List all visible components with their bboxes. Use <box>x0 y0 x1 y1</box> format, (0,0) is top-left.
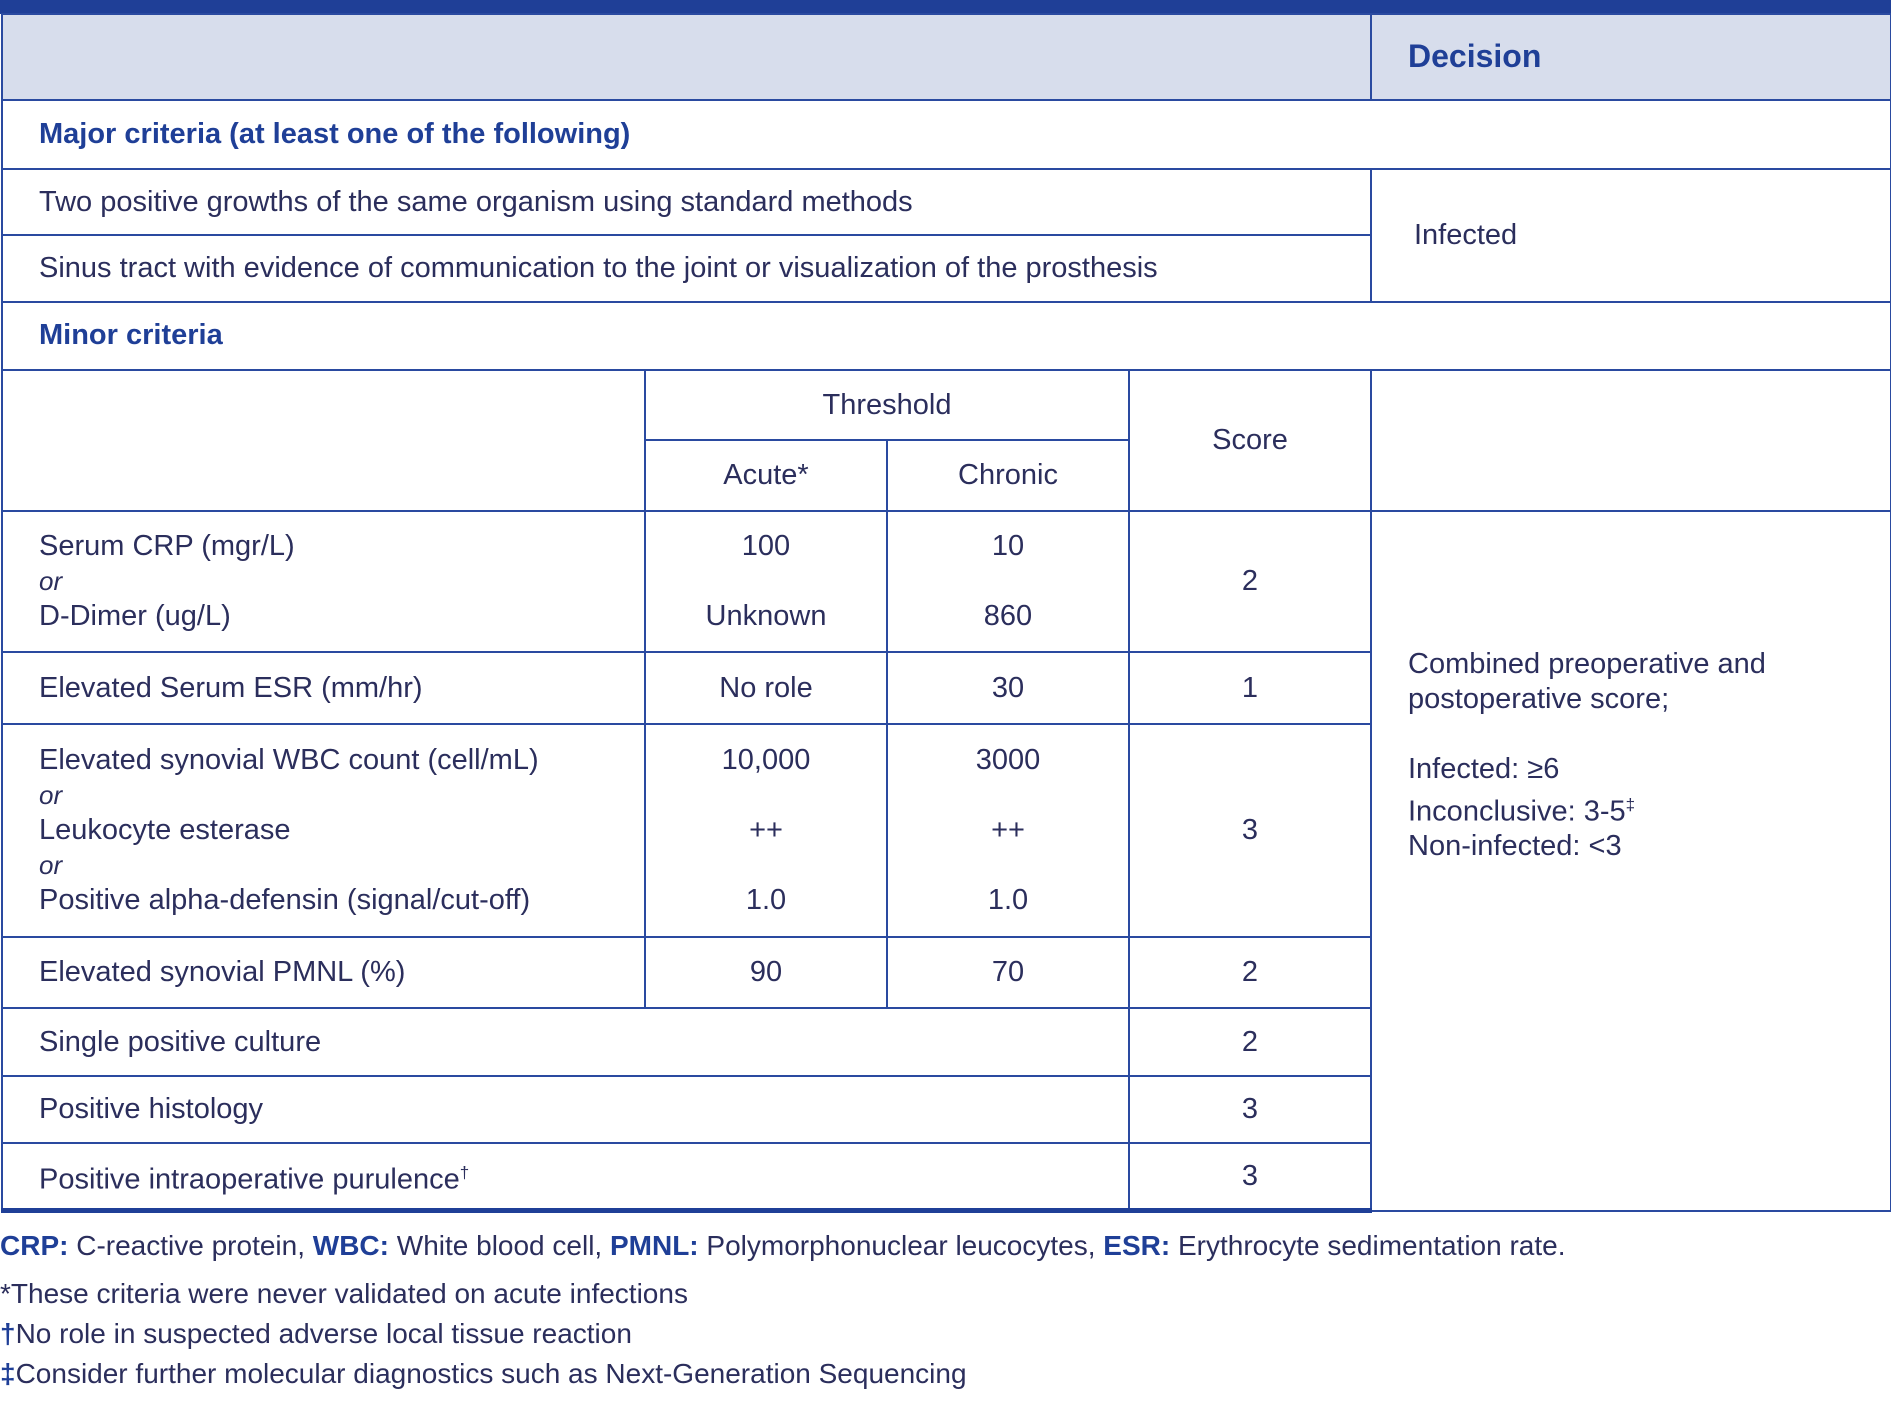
footnote-mark: * <box>0 1278 11 1309</box>
decision-line: postoperative score; <box>1408 682 1670 715</box>
criterion-cell <box>2 724 645 937</box>
abbrev-term: ESR: <box>1103 1230 1171 1261</box>
score-value: 2 <box>1129 1008 1371 1075</box>
criterion-cell <box>2 1143 1129 1210</box>
or-label: or <box>39 566 63 597</box>
or-label: or <box>39 849 63 880</box>
criterion-label: Positive alpha-defensin (signal/cut-off) <box>39 883 531 916</box>
minor-section-row <box>2 302 1891 370</box>
score-value: 1 <box>1129 652 1371 723</box>
chronic-value: 3000 <box>975 743 1041 776</box>
major-criterion-1: Two positive growths of the same organism using standard methods <box>2 169 1371 235</box>
major-section-row <box>2 100 1891 168</box>
header-blank-cell <box>2 14 1371 100</box>
decision-inconclusive-line <box>1408 787 1890 830</box>
table-header-row <box>2 14 1891 100</box>
decision-infected: Infected: ≥6 <box>1408 752 1560 785</box>
threshold-header: Threshold <box>645 370 1129 440</box>
acute-value: 1.0 <box>745 883 787 916</box>
footnote-mark: † <box>0 1318 16 1349</box>
acute-value: 10,000 <box>721 743 811 776</box>
minor-decision-cell <box>1371 511 1891 1211</box>
chronic-value: 30 <box>887 652 1129 723</box>
acute-cell <box>645 511 887 653</box>
footnote-mark: ‡ <box>0 1358 16 1389</box>
score-header: Score <box>1129 370 1371 511</box>
acute-value: 90 <box>645 937 887 1008</box>
chronic-value: 1.0 <box>987 883 1029 916</box>
minor-criteria-title: Minor criteria <box>2 302 1891 370</box>
dagger-footnote-mark: † <box>459 1162 470 1182</box>
footnote-text: No role in suspected adverse local tissue reaction <box>15 1318 632 1349</box>
chronic-value: 860 <box>983 600 1033 633</box>
acute-value: ++ <box>749 813 783 846</box>
chronic-value: 70 <box>887 937 1129 1008</box>
minor-decision-header-blank <box>1371 370 1891 511</box>
chronic-cell <box>887 724 1129 937</box>
footnote-text: Consider further molecular diagnostics such as Next-Generation Sequencing <box>15 1358 967 1389</box>
decision-label: Decision <box>1408 37 1542 74</box>
chronic-value: 10 <box>991 530 1025 563</box>
acute-header: Acute* <box>645 440 887 510</box>
decision-line: Combined preoperative and <box>1408 647 1766 680</box>
abbrev-term: WBC: <box>312 1230 389 1261</box>
criterion-label: Elevated synovial PMNL (%) <box>2 937 645 1008</box>
table-row <box>2 511 1891 653</box>
abbrev-term: PMNL: <box>609 1230 699 1261</box>
criterion-label: D-Dimer (ug/L) <box>39 600 231 633</box>
abbrev-term: CRP: <box>0 1230 69 1261</box>
footnote <box>0 1314 1891 1354</box>
chronic-header: Chronic <box>887 440 1129 510</box>
abbrev-definition: Polymorphonuclear leucocytes, <box>698 1230 1104 1261</box>
criterion-label: Serum CRP (mgr/L) <box>39 530 295 563</box>
criterion-label: Leukocyte esterase <box>39 813 291 846</box>
acute-value: Unknown <box>705 600 827 633</box>
footnotes <box>0 1226 1891 1394</box>
major-criterion-2: Sinus tract with evidence of communication to the joint or visualization of the prosthesis <box>2 235 1371 301</box>
acute-cell <box>645 724 887 937</box>
score-value: 3 <box>1129 1076 1371 1143</box>
major-criteria-title: Major criteria (at least one of the following) <box>2 100 1891 168</box>
footnote-text: These criteria were never validated on acute infections <box>10 1278 688 1309</box>
acute-value: No role <box>645 652 887 723</box>
criterion-label: Elevated synovial WBC count (cell/mL) <box>39 743 539 776</box>
criteria-table <box>1 13 1891 1213</box>
chronic-value: ++ <box>991 813 1025 846</box>
chronic-cell <box>887 511 1129 653</box>
criterion-label: Positive intraoperative purulence <box>39 1163 460 1196</box>
acute-value: 100 <box>741 530 791 563</box>
abbrev-definition: White blood cell, <box>388 1230 610 1261</box>
abbrev-definition: Erythrocyte sedimentation rate. <box>1170 1230 1566 1261</box>
score-value: 2 <box>1129 937 1371 1008</box>
abbrev-definition: C-reactive protein, <box>68 1230 313 1261</box>
criterion-cell <box>2 511 645 653</box>
criterion-label: Positive histology <box>2 1076 1129 1143</box>
table-row <box>2 169 1891 235</box>
abbreviations <box>0 1226 1891 1266</box>
criterion-label: Elevated Serum ESR (mm/hr) <box>2 652 645 723</box>
inconclusive-footnote-mark: ‡ <box>1625 794 1636 814</box>
decision-inconclusive: Inconclusive: 3-5 <box>1408 795 1626 828</box>
decision-noninfected: Non-infected: <3 <box>1408 830 1622 863</box>
minor-header-blank <box>2 370 645 511</box>
decision-header <box>1371 14 1891 100</box>
top-rule <box>0 0 1891 14</box>
score-value: 3 <box>1129 724 1371 937</box>
footnote <box>0 1274 1891 1314</box>
score-value: 3 <box>1129 1143 1371 1210</box>
threshold-header-row <box>2 370 1891 440</box>
criterion-label: Single positive culture <box>2 1008 1129 1075</box>
score-value: 2 <box>1129 511 1371 653</box>
or-label: or <box>39 779 63 810</box>
footnote <box>0 1354 1891 1394</box>
major-decision: Infected <box>1371 169 1891 302</box>
